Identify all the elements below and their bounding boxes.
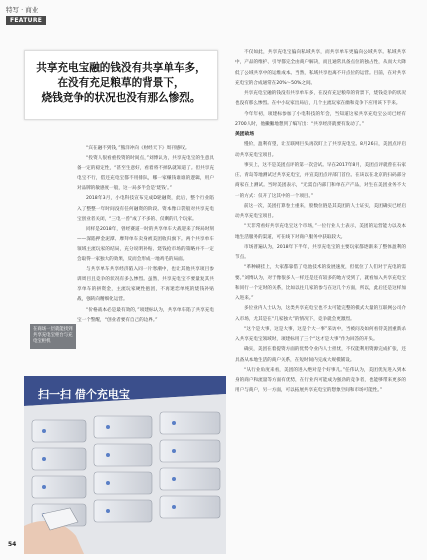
- paragraph: 2018年3月，小电科技宣布完成D轮融资，此后，整个行业陷入了整整一年时间没有任何融资的阶段。资本像口袋般对共享充电宝创业者关闭，“三电一兽”成了不多的、仅剩的几个玩家。: [77, 196, 214, 222]
- right-column: [235, 48, 406, 397]
- left-column: [77, 144, 214, 326]
- paragraph: “价格战本必是最有效的，”项建标认为，共享单车陷了共享充电宝一个警醒，“创业者要有自己的边界。”: [77, 307, 214, 323]
- paragraph: 多位业内人士认为，这类共享充电宝也不太可能完整的模式大量的互联网公司介入市场，尤其是在“几家独大”的情况下，竞争就会更激烈。: [235, 306, 406, 322]
- photo-caption: 在商场一层就能找到共享充电宝柜台与充电宝柜机: [30, 324, 76, 349]
- paragraph: 市场普遍认为，2018年下半年，共享充电宝的主要玩家都逐渐来了整体盈利的节点。: [235, 244, 406, 260]
- photo-charging-kiosk: [24, 376, 226, 554]
- paragraph: “宾在融不到钱，”熊洋冲向《财经天下》周刊感叹。: [86, 146, 190, 151]
- paragraph: “天非常看好共享充电宝这个市场，”一位行业人士表示，美团的运营能力以及本地生活服务的渠道，可在线下对商户服务中获取较大。: [235, 224, 406, 240]
- headline-line: 共享充电宝融的钱没有共享单车多，: [36, 62, 206, 74]
- paragraph: “从行业角度来看，美团的进入绝对是个好事儿。”任伟认为，美团优先进入到本身的商户和流量等方面有优势，在行业内可能成为强劲的竞争者，也能够带来更多的用户与商户，另一方面，可以拓展共享充电宝的想象空间和市场可能性。”: [235, 367, 406, 394]
- headline-box: [24, 50, 218, 120]
- paragraph: “这个是大事，这是大事，这是个大一事”采访中，当被问及如何看待美团重新杀入共享充电宝领域时，项建标用了三个“这才是大事”作为回答的开头。: [235, 326, 406, 342]
- paragraph: “革种刷挂上，大家都靠借了电池技术的发展速度，但低位了人们对于充电的需要。”刘博认为，对于像很多人一样还是还有较多的地方受到了，就看加入共享充电宝和同行一个定时的关系，比如以往几家的参与在这几个方面，所以，此后还是这样加入进来。”: [235, 265, 406, 301]
- paragraph: 与共享单车共享经济陷入同一片寒潮中，也让其他共享项目参训周目且竞争的状况有多么惨烈。虽然，共享充电宝不要量复其共享单车的拼资金，主流玩家硬性抱团，不再迷恋单纯的烧钱补贴战，强转向精细化运营。: [77, 267, 214, 303]
- headline-line: 烧钱竞争的状况也没有那么惨烈。: [41, 92, 201, 104]
- paragraph: 前这一次，美团打算卷土重来，股数位链是其美团的人士证实，美团确实已经启动共享充电宝项目。: [235, 203, 406, 219]
- paragraph: 同样是2018年，曾经赛道一时的共享单车大战迎来了终局时刻——深陷押金泥潭、摩拜单车卖身被美团收归旗下。两个共享单车领域主流玩家的结局，充分说明补贴、烧钱抢市场的策略并不一定会取得一家独大的效果，反而会形成一地鸡毛的局面。: [77, 226, 214, 263]
- headline-line: 在没有充足粮草的背景下，: [57, 77, 185, 89]
- section-subheading: 美团故场: [235, 132, 255, 137]
- section-label: 特写 · 商业: [6, 6, 39, 14]
- paragraph: 确实，美团在着提资方面的优势令业内人士担忧，不仅能利用资源完成扩张，还具备从本地生活的商户关系，在短时间内完成大规模铺设。: [235, 347, 406, 363]
- paragraph: “投资人很看重投资的时间点，”刘博认为，共享充电宝的生意具备一定的稳定性，“甚至生意好，看着将不掉队就知道了。但共享充电宝不行，借还充电宝都不用排队，哪一家赚钱谁谁的逻辑，用户对品牌的敏感度一般，这一局多半会是‘烧钱’。”: [77, 156, 214, 192]
- feature-badge: FEATURE: [6, 16, 46, 25]
- paragraph: 今年年初，项建标参加了小电科技的年会，当知道这家共享充电宝公司已经有2700人时，他撇撇地想到了编写出：“共享经济就要有发动了。”: [235, 111, 406, 127]
- paragraph: 共享充电宝融的钱没有共享单车多，在没有充足粮草的背景下，烧钱竞争的状况也没有那么惨烈。在中小玩家出局后，几个主流玩家在幽和竞争下应用该下手来。: [235, 91, 406, 107]
- paragraph: 事实上，这不是美团点评的第一次尝试。早在2017年8月，美团点评就曾在石家庄、青岛等地测试过共享充电宝，并宣美团点评部门首位。在该以在北京的扫码部分商家在上测试。当时美团表示，“无需自内部门和单在产产品，对生在美团业务不大一的方式：仅开了这其中的一个项目。”: [235, 162, 406, 199]
- section-tag: [6, 6, 46, 25]
- page-number: 54: [8, 541, 17, 548]
- kiosk-sign: 扫一扫 借个充电宝: [38, 388, 130, 401]
- paragraph: 慢价，盈利有望，让互联网巨头再次盯上了共享充电宝。8月26日，美团点评启动共享充电宝项目。: [235, 142, 406, 158]
- paragraph: 不仅如此，共享充电宝偏向私域共享，而共享单车更偏向公域共享。私域共享中，产品的维护、引导都完全由商户解决，而且通常具备点位的独占性，从而大大降低了公域共享中的运维成本。当然，私域共享也离不开点位的运营。目前，在对共享充电宝的合成通常在20%～50%之间。: [235, 50, 406, 86]
- headline: [25, 61, 217, 106]
- kiosk-illustration: [24, 376, 226, 554]
